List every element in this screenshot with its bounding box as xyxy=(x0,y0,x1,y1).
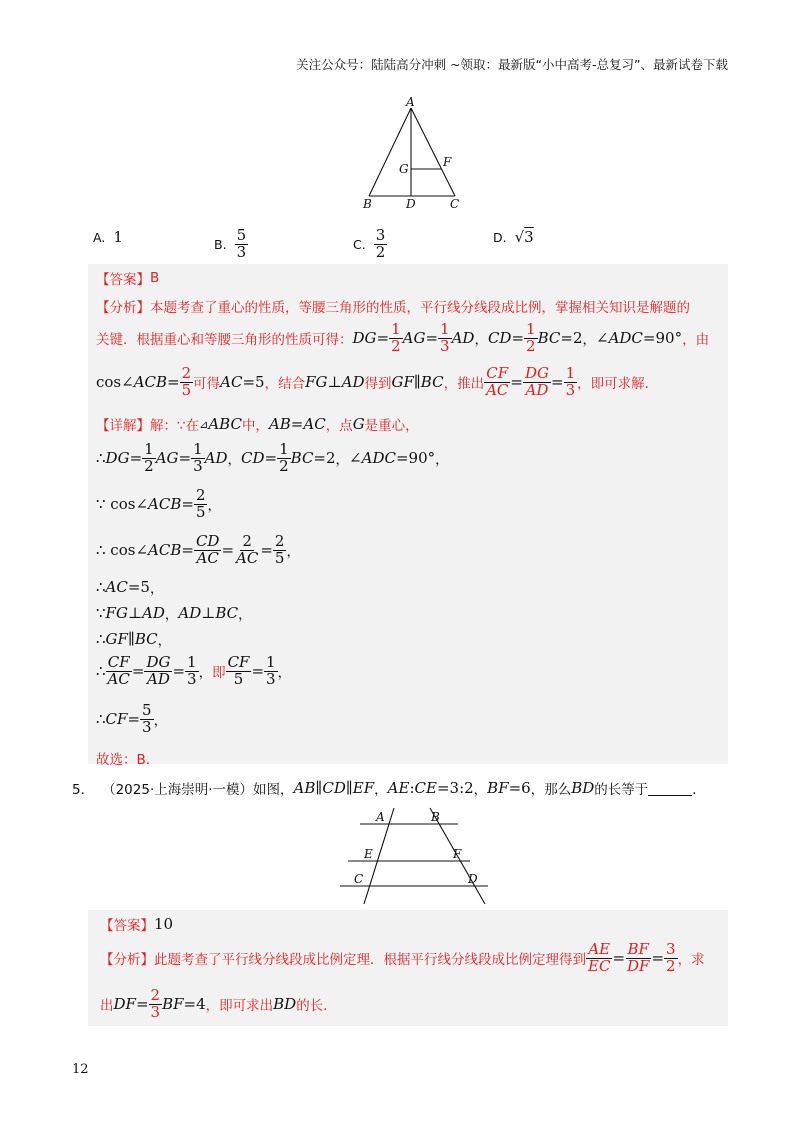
analysis2-line-2: 出 DF = $\frac{2}{3}$ BF =4 ，即可求出 BD 的长． xyxy=(100,986,337,1021)
page-number: 12 xyxy=(72,1062,89,1077)
option-a: A. 1 xyxy=(93,228,123,246)
detail-line-3: ∵ cos∠ ACB = $\frac{2}{5}$ ， xyxy=(96,486,221,521)
detail-line-8: ∴ $\frac{CF}{AC}$ = $\frac{DG}{AD}$ = $\frac{1}{3}$ ， 即 $\frac{CF}{5}$ = $\frac{1}{3}$ ， xyxy=(96,653,292,688)
detail-line-1: 【详解】 解：∵在 ⊿ ABC 中， AB = AC ，点 G 是重心， xyxy=(96,415,419,434)
label2-C: C xyxy=(354,872,364,886)
label-D: D xyxy=(406,197,416,211)
label2-A: A xyxy=(376,810,385,824)
analysis-line-3: cos∠ ACB = $\frac{2}{5}$ 可得 AC =5 ，结合 FG ⊥ AD 得到 GF ∥ BC ，推出 $\frac{CF}{AC}$ = $\frac{DG}{AD}$ = $\frac{1}{3}$ ，即可求解． xyxy=(96,364,659,399)
detail-line-9: ∴ CF = $\frac{5}{3}$ ， xyxy=(96,701,168,736)
analysis2-line-1: 【分析】 此题考查了平行线分线段成比例定理．根据平行线分线段成比例定理得到 $\frac{AE}{EC}$ = $\frac{BF}{DF}$ = $\frac{3}{2}$ ，求 xyxy=(100,940,705,975)
label-B: B xyxy=(363,197,372,211)
triangle-figure xyxy=(355,96,475,214)
option-b: B. $\frac{5}{3}$ xyxy=(214,226,247,261)
page-header: 关注公众号：陆陆高分冲刺 ~领取：最新版“小中高考-总复习”、最新试卷下载 xyxy=(296,57,728,72)
detail-line-2: ∴ DG = $\frac{1}{2}$ AG = $\frac{1}{3}$ AD ， CD = $\frac{1}{2}$ BC =2 ， ∠ ADC =90° ， xyxy=(96,440,449,475)
detail-line-4: ∴ cos∠ ACB = $\frac{CD}{AC}$ = $\frac{2}{AC}$ = $\frac{2}{5}$ ， xyxy=(96,532,300,567)
label-A: A xyxy=(406,96,415,109)
label-F: F xyxy=(443,155,452,169)
answer2-line: 【答案】 10 xyxy=(100,915,174,934)
parallel-lines-figure xyxy=(340,806,490,906)
analysis-line-1: 【分析】 本题考查了重心的性质，等腰三角形的性质，平行线分线段成比例，掌握相关知识是解题的 xyxy=(96,300,690,316)
label2-B: B xyxy=(431,810,440,824)
detail-line-6: ∵ FG ⊥ AD ， AD ⊥ BC ， xyxy=(96,604,252,623)
option-d: D. √3 xyxy=(493,228,534,246)
question-5: 5． （2025·上海崇明·一模） 如图， AB ∥ CD ∥ EF ， AE : CE =3:2 ， BF =6 ，那么 BD 的长等于 ． xyxy=(72,779,706,798)
label2-D: D xyxy=(468,872,478,886)
label-G: G xyxy=(399,162,409,176)
label2-F: F xyxy=(453,847,462,861)
analysis-line-2: 关键．根据重心和等腰三角形的性质可得： DG = $\frac{1}{2}$ AG = $\frac{1}{3}$ AD ， CD = $\frac{1}{2}$ BC =2 ， ∠ ADC =90° ，由 xyxy=(96,320,710,355)
answer-line: 【答案】 B xyxy=(96,270,160,288)
detail-line-5: ∴ AC =5 ， xyxy=(96,578,164,597)
label2-E: E xyxy=(364,847,373,861)
detail-line-7: ∴ GF ∥ BC ， xyxy=(96,630,172,649)
option-c: C. $\frac{3}{2}$ xyxy=(353,226,386,261)
label-C: C xyxy=(450,197,460,211)
answer-blank xyxy=(648,781,692,796)
choose-line: 故选：B． xyxy=(96,752,160,768)
